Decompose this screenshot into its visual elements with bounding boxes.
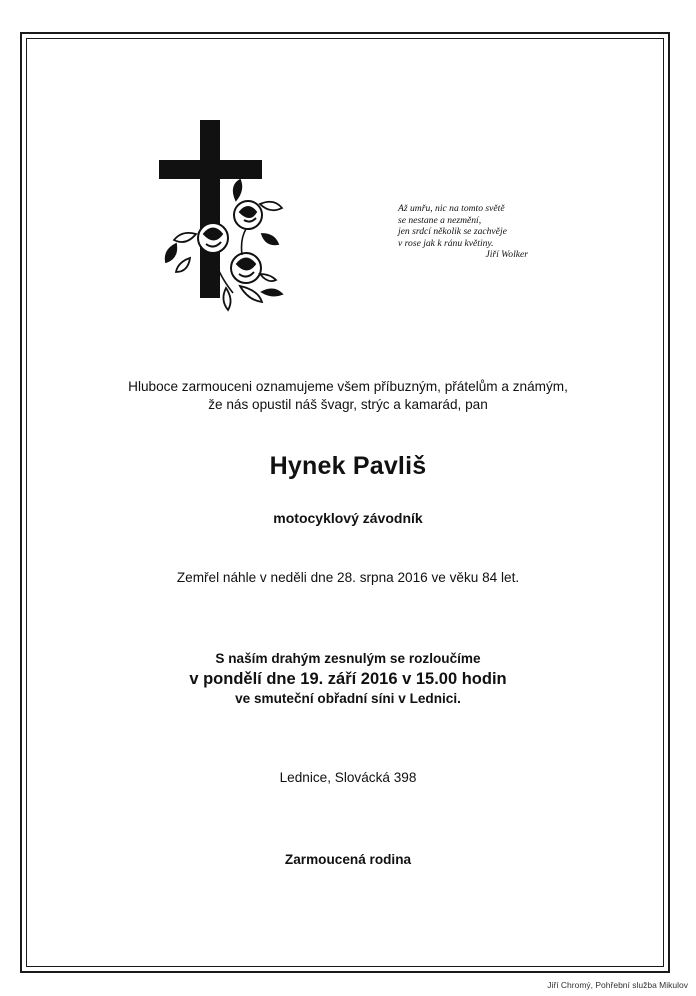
rose-top	[234, 201, 262, 229]
family-address: Lednice, Slovácká 398	[279, 770, 417, 785]
rose-bottom	[231, 253, 261, 283]
announcement-intro	[0, 378, 696, 414]
farewell-location: ve smuteční obřadní síni v Lednici.	[235, 691, 461, 706]
inner-border	[26, 38, 664, 967]
farewell-details	[0, 650, 696, 708]
death-notice: Zemřel náhle v neděli dne 28. srpna 2016 ve věku 84 let.	[176, 570, 520, 585]
poem-author: Jiří Wolker	[485, 249, 528, 261]
poem-line: Až umřu, nic na tomto světě	[398, 203, 505, 214]
funeral-service-credit: Jiří Chromý, Pohřební služba Mikulov	[547, 980, 688, 990]
intro-line-2: že nás opustil náš švagr, strýc a kamarád, pan	[208, 397, 488, 412]
farewell-date-time: v pondělí dne 19. září 2016 v 15.00 hodin	[189, 670, 507, 688]
rose-left	[198, 223, 228, 253]
deceased-name: Hynek Pavliš	[269, 452, 427, 480]
poem-line: jen srdcí několik se zachvěje	[398, 226, 507, 238]
poem	[398, 203, 548, 261]
poem-line: v rose jak k ránu květiny.	[398, 237, 494, 249]
deceased-occupation: motocyklový závodník	[273, 510, 423, 526]
cross-horizontal-beam	[159, 160, 262, 179]
intro-line-1: Hluboce zarmouceni oznamujeme všem příbuzným, přátelům a známým,	[128, 379, 568, 394]
cross-with-roses-emblem	[156, 116, 288, 316]
signature: Zarmoucená rodina	[284, 852, 412, 867]
poem-line: se nestane a nezmění,	[398, 214, 482, 226]
farewell-line-1: S naším drahým zesnulým se rozloučíme	[215, 651, 481, 666]
